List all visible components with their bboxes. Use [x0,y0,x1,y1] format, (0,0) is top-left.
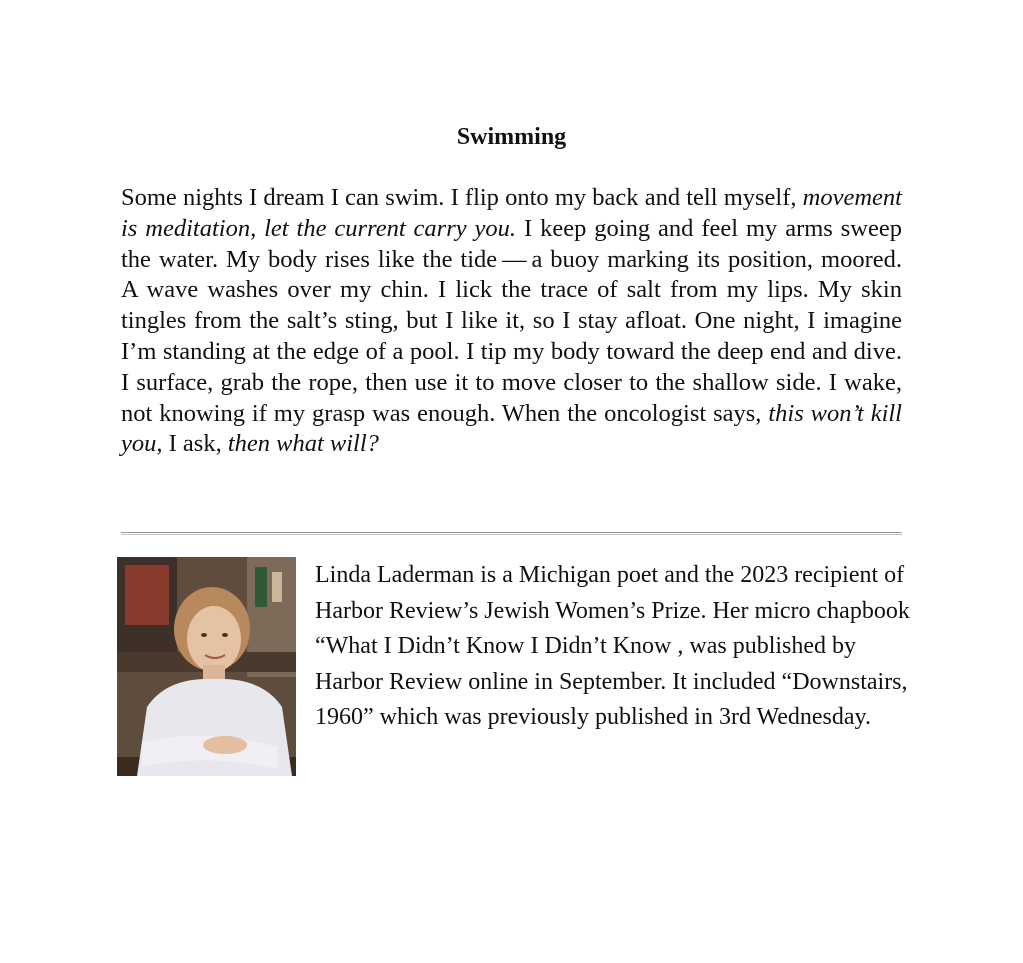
poem-italic-1: movement is meditation, let the current carry you. [121,184,902,242]
poem-text-1: Some nights I dream I can swim. I flip onto my back and tell myself, [121,184,797,211]
poem-text-2: I keep going and feel my arms sweep the water. My body rises like the tide — a buoy marking its position, moored. A wave washes over my chin. I lick the trace of salt from my lips. My skin tingles from the salt’s sting, but I like it, so I stay afloat. One night, I imagine I’m standing at the edge of a pool. I tip my body toward the deep end and dive. I surface, grab the rope, then use it to move closer to the shallow side. I wake, not knowing if my grasp was enough. When the oncologist says, [121,214,902,427]
author-photo [117,557,296,776]
poem-body [121,183,902,460]
poem-title: Swimming [456,124,567,150]
author-bio: Linda Laderman is a Michigan poet and the 2023 recipient of Harbor Review’s Jewish Women’s Prize. Her micro chapbook “What I Didn’t Know I Didn’t Know , was published by Harbor Review online in September. It included “Downstairs, 1960” which was previously published in 3rd Wednesday. [315,562,910,730]
poem-italic-3: then what will? [227,430,379,458]
poem-italic-2: this won’t kill you, [121,399,902,458]
poem-text-3: I ask, [162,430,228,458]
section-divider [121,532,902,535]
